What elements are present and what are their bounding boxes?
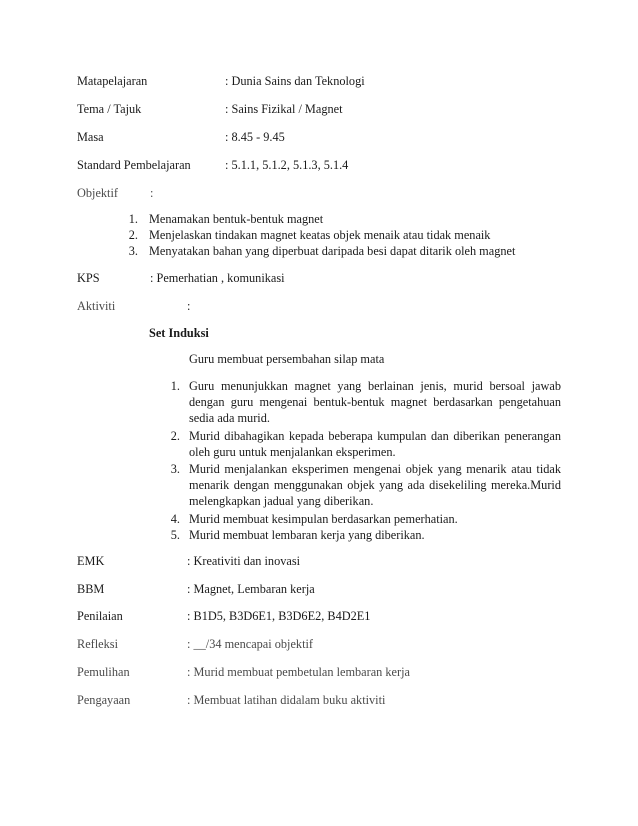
step-number: 5.	[170, 528, 180, 542]
standard-label: Standard Pembelajaran	[77, 158, 191, 172]
activity-intro: Guru membuat persembahan silap mata	[189, 352, 385, 366]
theme-value: : Sains Fizikal / Magnet	[225, 102, 343, 116]
kps-value: : Pemerhatian , komunikasi	[150, 271, 285, 285]
step-item: Guru menunjukkan magnet yang berlainan jenis, murid bersoal jawab dengan guru mengenai bentuk-bentuk magnet berdasarkan pengetahuan sedia ada murid.	[189, 379, 561, 425]
pemulihan-value: : Murid membuat pembetulan lembaran kerja	[187, 665, 410, 679]
penilaian-label: Penilaian	[77, 609, 123, 623]
objective-item: Menjelaskan tindakan magnet keatas objek menaik atau tidak menaik	[149, 228, 491, 242]
activity-label: Aktiviti	[77, 299, 116, 313]
step-item: Murid menjalankan eksperimen mengenai objek yang menarik atau tidak menarik dengan menggunakan objek yang ada disekeliling mereka.Murid melengkapkan jadual yang diberikan.	[189, 462, 561, 508]
emk-value: : Kreativiti dan inovasi	[187, 554, 301, 568]
objective-item: Menyatakan bahan yang diperbuat daripada besi dapat ditarik oleh magnet	[149, 244, 516, 258]
refleksi-value: : __/34 mencapai objektif	[187, 637, 314, 651]
objective-number: 1.	[128, 212, 138, 226]
kps-label: KPS	[77, 271, 100, 285]
bbm-value: : Magnet, Lembaran kerja	[187, 582, 315, 596]
step-item: Murid membuat lembaran kerja yang diberikan.	[189, 528, 425, 542]
step-number: 1.	[170, 379, 180, 393]
objective-colon: :	[150, 186, 154, 200]
step-number: 2.	[170, 429, 180, 443]
activity-colon: :	[187, 299, 191, 313]
time-label: Masa	[77, 130, 104, 144]
refleksi-label: Refleksi	[77, 637, 118, 651]
objective-item: Menamakan bentuk-bentuk magnet	[149, 212, 324, 226]
time-value: : 8.45 - 9.45	[225, 130, 285, 144]
penilaian-value: : B1D5, B3D6E1, B3D6E2, B4D2E1	[187, 609, 371, 623]
objective-number: 3.	[128, 244, 138, 258]
bbm-label: BBM	[77, 582, 105, 596]
pengayaan-label: Pengayaan	[77, 693, 131, 707]
step-item: Murid membuat kesimpulan berdasarkan pemerhatian.	[189, 512, 458, 526]
set-induction-title: Set Induksi	[149, 326, 209, 340]
subject-label: Matapelajaran	[77, 74, 148, 88]
theme-label: Tema / Tajuk	[77, 102, 142, 116]
pemulihan-label: Pemulihan	[77, 665, 130, 679]
step-item: Murid dibahagikan kepada beberapa kumpulan dan diberikan penerangan oleh guru untuk menjalankan eksperimen.	[189, 429, 561, 459]
emk-label: EMK	[77, 554, 105, 568]
objective-number: 2.	[128, 228, 138, 242]
step-number: 4.	[170, 512, 180, 526]
pengayaan-value: : Membuat latihan didalam buku aktiviti	[187, 693, 386, 707]
objective-label: Objektif	[77, 186, 118, 200]
standard-value: : 5.1.1, 5.1.2, 5.1.3, 5.1.4	[225, 158, 349, 172]
subject-value: : Dunia Sains dan Teknologi	[225, 74, 365, 88]
step-number: 3.	[170, 462, 180, 476]
